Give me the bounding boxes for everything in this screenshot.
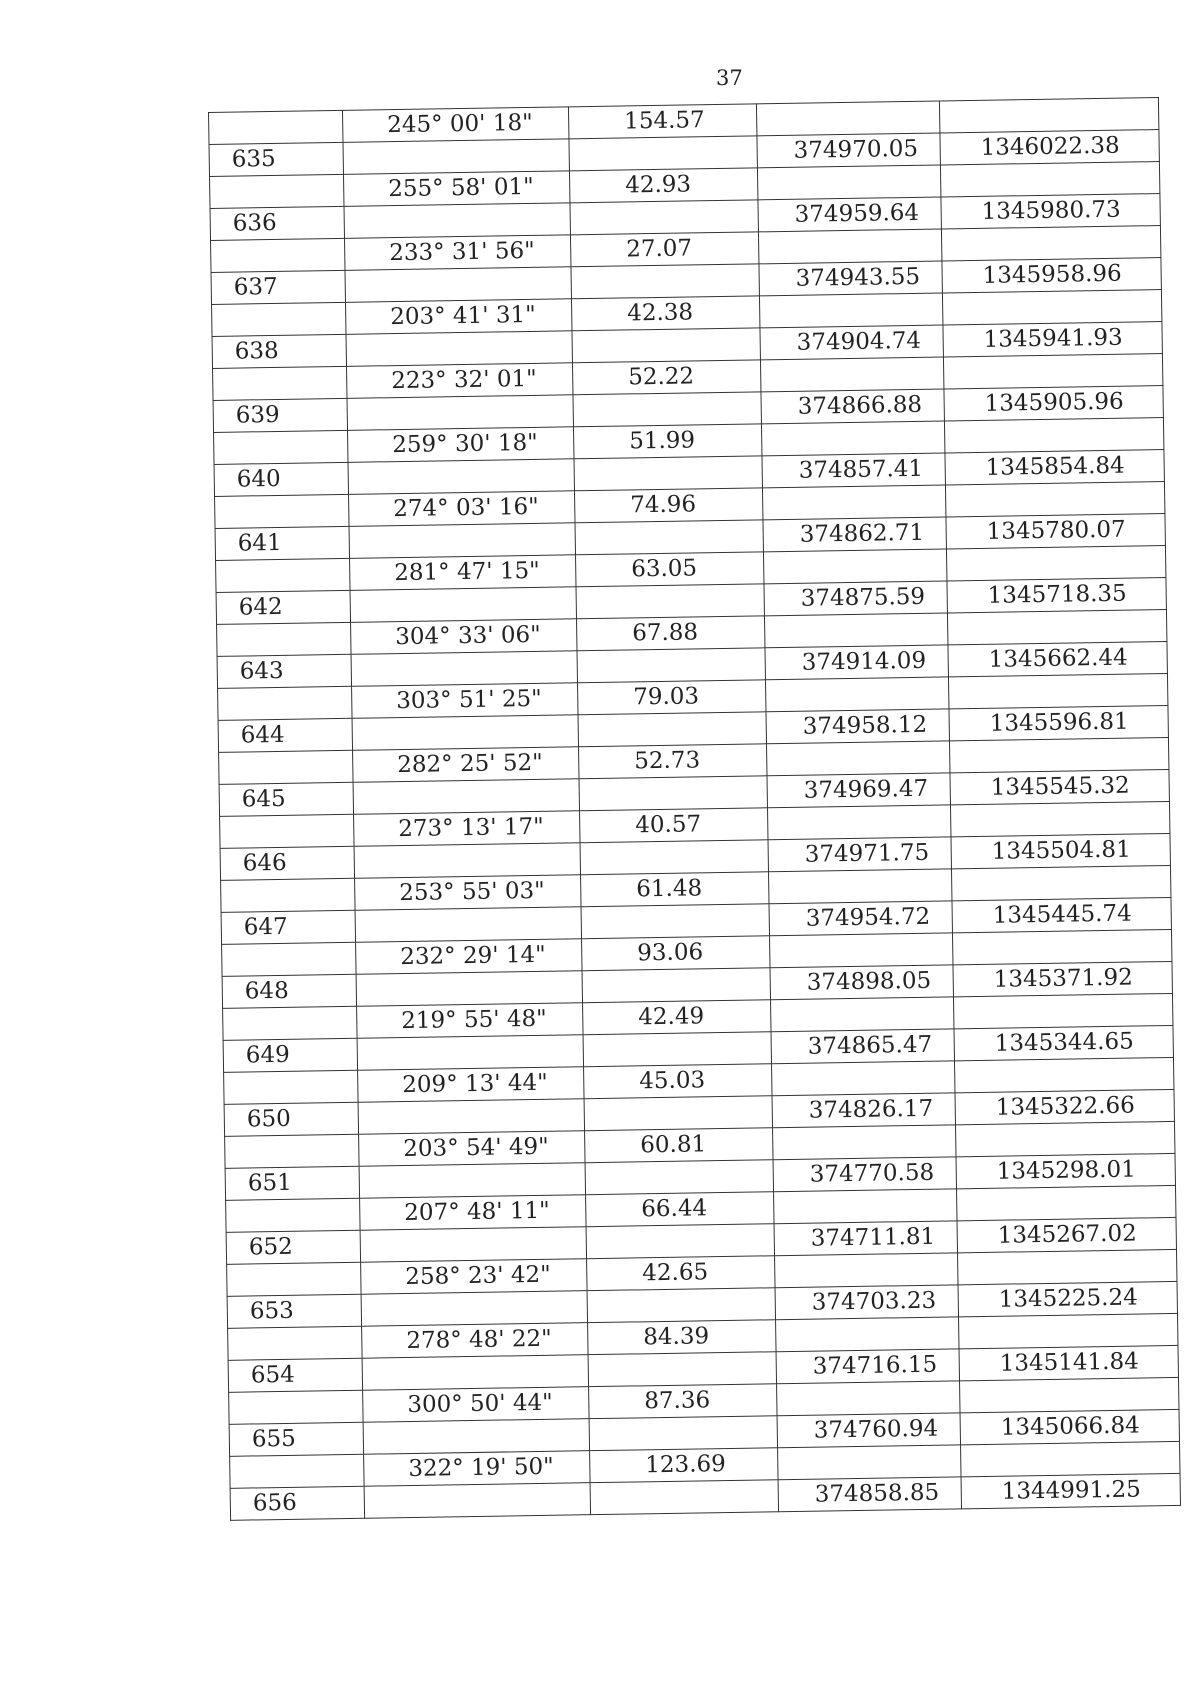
leg-easting-cell <box>769 869 952 904</box>
leg-northing-cell <box>948 673 1167 708</box>
station-id-cell: 652 <box>226 1230 360 1264</box>
station-id-cell: 653 <box>227 1294 361 1328</box>
station-distance-cell <box>577 648 765 683</box>
northing-cell: 1345596.81 <box>949 705 1168 740</box>
leg-station-cell <box>229 1390 363 1424</box>
station-distance-cell <box>569 136 757 171</box>
leg-station-cell <box>211 238 345 272</box>
leg-station-cell <box>227 1262 361 1296</box>
station-distance-cell <box>574 456 762 491</box>
easting-cell: 374760.94 <box>777 1413 960 1448</box>
leg-easting-cell <box>758 229 941 264</box>
station-id-cell: 642 <box>216 590 350 624</box>
easting-cell: 374857.41 <box>762 453 945 488</box>
easting-cell: 374858.85 <box>778 1477 961 1512</box>
distance-cell: 84.39 <box>588 1320 776 1355</box>
easting-cell: 374875.59 <box>764 581 947 616</box>
northing-cell: 1345905.96 <box>944 386 1163 421</box>
northing-cell: 1345371.92 <box>953 961 1172 996</box>
station-bearing-cell <box>359 1163 585 1199</box>
distance-cell: 42.65 <box>587 1256 775 1291</box>
leg-easting-cell <box>772 1061 955 1096</box>
station-id-cell: 638 <box>212 334 346 368</box>
leg-easting-cell <box>763 549 946 584</box>
station-bearing-cell <box>344 203 570 239</box>
northing-cell: 1345980.73 <box>941 194 1160 229</box>
leg-station-cell <box>215 494 349 528</box>
distance-cell: 42.38 <box>571 296 759 331</box>
station-bearing-cell <box>355 907 581 943</box>
northing-cell: 1345066.84 <box>960 1409 1179 1444</box>
station-bearing-cell <box>356 971 582 1007</box>
leg-station-cell <box>222 942 356 976</box>
easting-cell: 374898.05 <box>770 965 953 1000</box>
station-id-cell: 644 <box>218 718 352 752</box>
station-distance-cell <box>570 200 758 235</box>
distance-cell: 61.48 <box>581 872 769 907</box>
leg-easting-cell <box>777 1381 960 1416</box>
station-bearing-cell <box>362 1355 588 1391</box>
bearing-cell: 322° 19' 50" <box>364 1451 590 1487</box>
station-distance-cell <box>587 1288 775 1323</box>
easting-cell: 374711.81 <box>774 1221 957 1256</box>
leg-station-cell <box>224 1070 358 1104</box>
bearing-cell: 282° 25' 52" <box>353 747 579 783</box>
station-id-cell: 655 <box>229 1422 363 1456</box>
station-distance-cell <box>578 712 766 747</box>
bearing-cell: 209° 13' 44" <box>358 1067 584 1103</box>
bearing-cell: 253° 55' 03" <box>355 875 581 911</box>
distance-cell: 67.88 <box>577 616 765 651</box>
station-distance-cell <box>571 264 759 299</box>
leg-northing-cell <box>947 610 1166 645</box>
easting-cell: 374826.17 <box>772 1093 955 1128</box>
leg-station-cell <box>212 302 346 336</box>
leg-station-cell <box>213 366 347 400</box>
leg-northing-cell <box>944 418 1163 453</box>
northing-cell: 1345267.02 <box>957 1217 1176 1252</box>
northing-cell: 1345445.74 <box>952 897 1171 932</box>
easting-cell: 374716.15 <box>776 1349 959 1384</box>
leg-easting-cell <box>764 613 947 648</box>
leg-easting-cell <box>759 293 942 328</box>
easting-cell: 374959.64 <box>758 197 941 232</box>
leg-easting-cell <box>776 1317 959 1352</box>
station-distance-cell <box>575 520 763 555</box>
leg-easting-cell <box>771 997 954 1032</box>
station-id-cell: 647 <box>221 910 355 944</box>
northing-cell: 1345504.81 <box>951 833 1170 868</box>
leg-station-cell <box>223 1006 357 1040</box>
northing-cell: 1345344.65 <box>954 1025 1173 1060</box>
station-distance-cell <box>585 1160 773 1195</box>
leg-easting-cell <box>762 485 945 520</box>
northing-cell: 1345718.35 <box>947 578 1166 613</box>
station-bearing-cell <box>345 267 571 303</box>
leg-easting-cell <box>756 101 939 136</box>
bearing-cell: 207° 48' 11" <box>360 1195 586 1231</box>
easting-cell: 374969.47 <box>767 773 950 808</box>
station-bearing-cell <box>360 1227 586 1263</box>
station-bearing-cell <box>350 587 576 623</box>
leg-easting-cell <box>778 1445 961 1480</box>
bearing-cell: 300° 50' 44" <box>363 1387 589 1423</box>
leg-easting-cell <box>766 741 949 776</box>
leg-station-cell <box>218 686 352 720</box>
station-id-cell: 637 <box>211 270 345 304</box>
leg-northing-cell <box>949 737 1168 772</box>
leg-easting-cell <box>774 1189 957 1224</box>
station-bearing-cell <box>357 1035 583 1071</box>
distance-cell: 51.99 <box>573 424 761 459</box>
bearing-cell: 203° 41' 31" <box>346 299 572 335</box>
leg-easting-cell <box>770 933 953 968</box>
leg-northing-cell <box>954 1057 1173 1092</box>
station-distance-cell <box>573 392 761 427</box>
station-id-cell: 639 <box>213 398 347 432</box>
station-bearing-cell <box>358 1099 584 1135</box>
station-distance-cell <box>588 1352 776 1387</box>
station-id-cell: 645 <box>219 782 353 816</box>
station-id-cell: 656 <box>230 1486 364 1520</box>
station-distance-cell <box>579 776 767 811</box>
easting-cell: 374862.71 <box>763 517 946 552</box>
leg-northing-cell <box>950 801 1169 836</box>
leg-easting-cell <box>760 357 943 392</box>
distance-cell: 52.22 <box>572 360 760 395</box>
northing-cell: 1345958.96 <box>942 258 1161 293</box>
leg-station-cell <box>228 1326 362 1360</box>
leg-easting-cell <box>765 677 948 712</box>
leg-station-cell <box>221 878 355 912</box>
station-distance-cell <box>580 840 768 875</box>
bearing-cell: 278° 48' 22" <box>362 1323 588 1359</box>
leg-station-cell <box>219 750 353 784</box>
leg-easting-cell <box>757 165 940 200</box>
bearing-cell: 219° 55' 48" <box>357 1003 583 1039</box>
leg-northing-cell <box>945 482 1164 517</box>
station-distance-cell <box>586 1224 774 1259</box>
bearing-cell: 245° 00' 18" <box>342 107 568 143</box>
bearing-cell: 233° 31' 56" <box>345 235 571 271</box>
station-bearing-cell <box>346 331 572 367</box>
distance-cell: 79.03 <box>578 680 766 715</box>
station-distance-cell <box>581 904 769 939</box>
easting-cell: 374770.58 <box>773 1157 956 1192</box>
station-id-cell: 635 <box>209 142 343 176</box>
station-bearing-cell <box>361 1291 587 1327</box>
bearing-cell: 258° 23' 42" <box>361 1259 587 1295</box>
page-number: 37 <box>716 66 743 90</box>
leg-northing-cell <box>953 993 1172 1028</box>
distance-cell: 87.36 <box>589 1384 777 1419</box>
easting-cell: 374943.55 <box>759 261 942 296</box>
bearing-cell: 223° 32' 01" <box>347 363 573 399</box>
easting-cell: 374904.74 <box>760 325 943 360</box>
easting-cell: 374866.88 <box>761 389 944 424</box>
distance-cell: 60.81 <box>585 1128 773 1163</box>
leg-northing-cell <box>961 1441 1180 1476</box>
easting-cell: 374954.72 <box>769 901 952 936</box>
bearing-cell: 303° 51' 25" <box>352 683 578 719</box>
station-distance-cell <box>583 1032 771 1067</box>
station-bearing-cell <box>343 139 569 175</box>
easting-cell: 374958.12 <box>766 709 949 744</box>
station-id-cell: 641 <box>215 526 349 560</box>
station-bearing-cell <box>364 1483 590 1519</box>
leg-station-cell <box>214 430 348 464</box>
northing-cell: 1345545.32 <box>950 769 1169 804</box>
station-id-cell: 654 <box>228 1358 362 1392</box>
leg-northing-cell <box>957 1185 1176 1220</box>
leg-station-cell <box>217 622 351 656</box>
station-distance-cell <box>572 328 760 363</box>
northing-cell: 1345662.44 <box>948 642 1167 677</box>
leg-station-cell <box>210 174 344 208</box>
leg-northing-cell <box>940 162 1159 197</box>
distance-cell: 66.44 <box>586 1192 774 1227</box>
station-bearing-cell <box>347 395 573 431</box>
distance-cell: 154.57 <box>568 104 756 139</box>
leg-northing-cell <box>939 98 1158 133</box>
distance-cell: 42.49 <box>583 1000 771 1035</box>
bearing-cell: 304° 33' 06" <box>351 619 577 655</box>
northing-cell: 1345225.24 <box>958 1281 1177 1316</box>
station-bearing-cell <box>353 779 579 815</box>
station-bearing-cell <box>348 459 574 495</box>
distance-cell: 42.93 <box>569 168 757 203</box>
distance-cell: 45.03 <box>584 1064 772 1099</box>
distance-cell: 93.06 <box>582 936 770 971</box>
survey-table-body <box>209 98 1181 1521</box>
station-id-cell: 651 <box>225 1166 359 1200</box>
leg-station-cell <box>216 558 350 592</box>
station-distance-cell <box>584 1096 772 1131</box>
bearing-cell: 259° 30' 18" <box>348 427 574 463</box>
leg-northing-cell <box>941 226 1160 261</box>
leg-station-cell <box>226 1198 360 1232</box>
northing-cell: 1344991.25 <box>961 1473 1180 1508</box>
leg-northing-cell <box>958 1249 1177 1284</box>
station-bearing-cell <box>354 843 580 879</box>
station-id-cell: 649 <box>223 1038 357 1072</box>
station-distance-cell <box>576 584 764 619</box>
survey-table <box>208 97 1181 1521</box>
northing-cell: 1345298.01 <box>956 1153 1175 1188</box>
northing-cell: 1346022.38 <box>940 130 1159 165</box>
distance-cell: 74.96 <box>574 488 762 523</box>
station-bearing-cell <box>363 1419 589 1455</box>
station-id-cell: 646 <box>220 846 354 880</box>
bearing-cell: 255° 58' 01" <box>343 171 569 207</box>
bearing-cell: 281° 47' 15" <box>350 555 576 591</box>
station-distance-cell <box>590 1480 778 1515</box>
easting-cell: 374971.75 <box>768 837 951 872</box>
bearing-cell: 232° 29' 14" <box>356 939 582 975</box>
station-id-cell: 636 <box>210 206 344 240</box>
station-bearing-cell <box>351 651 577 687</box>
bearing-cell: 203° 54' 49" <box>359 1131 585 1167</box>
leg-station-cell <box>220 814 354 848</box>
northing-cell: 1345780.07 <box>946 514 1165 549</box>
station-bearing-cell <box>349 523 575 559</box>
northing-cell: 1345322.66 <box>955 1089 1174 1124</box>
leg-easting-cell <box>775 1253 958 1288</box>
leg-northing-cell <box>943 354 1162 389</box>
station-id-cell: 648 <box>222 974 356 1008</box>
leg-easting-cell <box>761 421 944 456</box>
station-id-cell: 640 <box>214 462 348 496</box>
leg-northing-cell <box>951 865 1170 900</box>
leg-northing-cell <box>942 290 1161 325</box>
leg-northing-cell <box>960 1377 1179 1412</box>
distance-cell: 123.69 <box>590 1448 778 1483</box>
station-id-cell: 650 <box>224 1102 358 1136</box>
distance-cell: 63.05 <box>576 552 764 587</box>
northing-cell: 1345941.93 <box>943 322 1162 357</box>
leg-station-cell <box>225 1134 359 1168</box>
leg-easting-cell <box>767 805 950 840</box>
leg-northing-cell <box>956 1121 1175 1156</box>
bearing-cell: 274° 03' 16" <box>349 491 575 527</box>
station-id-cell: 643 <box>217 654 351 688</box>
bearing-cell: 273° 13' 17" <box>354 811 580 847</box>
leg-northing-cell <box>952 929 1171 964</box>
distance-cell: 52.73 <box>579 744 767 779</box>
station-bearing-cell <box>352 715 578 751</box>
leg-station-cell <box>209 110 343 144</box>
distance-cell: 40.57 <box>580 808 768 843</box>
easting-cell: 374914.09 <box>765 645 948 680</box>
northing-cell: 1345854.84 <box>945 450 1164 485</box>
leg-easting-cell <box>773 1125 956 1160</box>
station-distance-cell <box>582 968 770 1003</box>
leg-northing-cell <box>946 546 1165 581</box>
leg-station-cell <box>230 1454 364 1488</box>
easting-cell: 374703.23 <box>775 1285 958 1320</box>
station-distance-cell <box>589 1416 777 1451</box>
leg-northing-cell <box>959 1313 1178 1348</box>
distance-cell: 27.07 <box>570 232 758 267</box>
easting-cell: 374865.47 <box>771 1029 954 1064</box>
northing-cell: 1345141.84 <box>959 1345 1178 1380</box>
easting-cell: 374970.05 <box>757 133 940 168</box>
